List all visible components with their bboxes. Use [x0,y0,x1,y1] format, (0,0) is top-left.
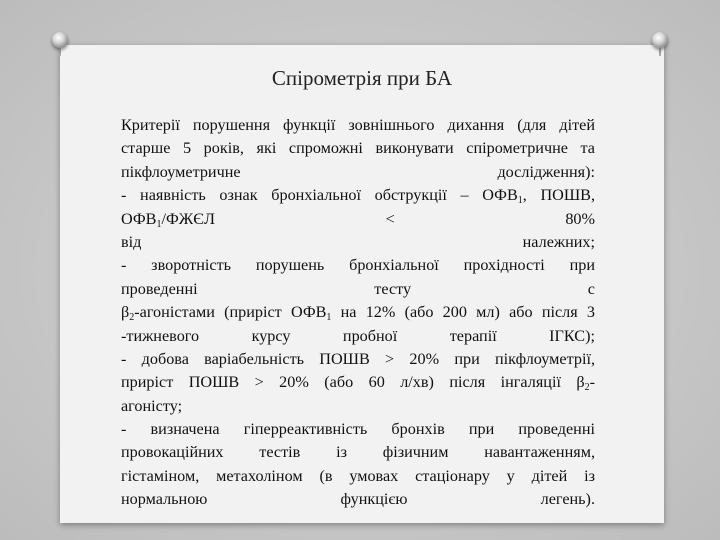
text-line: від належних; [121,232,595,251]
text-line: старше 5 років, які спроможні виконувати спірометричне та [121,139,595,158]
text-line: $ОФВ_1$/ФЖЄЛ < 80% [121,209,595,230]
text-line: приріст ПОШВ > 20% (або 60 л/хв) після інгаляції $\beta_2-$ [121,373,595,394]
text-line: пікфлоуметричне дослідження): [121,162,595,181]
text-line: провокаційних тестів із фізичним навантаженням, [121,443,595,462]
text-line: - визначена гіперреактивність бронхів при проведенні [121,420,595,439]
text-line: - зворотність порушень бронхіальної прохідності при [121,256,595,275]
text-line: - добова варіабельність ПОШВ > 20% при пікфлоуметрії, [121,349,595,368]
text-line: нормальною функцією легень). [121,490,595,509]
text-line: - наявність ознак бронхіальної обструкції – $ОФВ_1$, ПОШВ, [121,186,595,207]
slide-title: Спірометрія при БА [271,66,453,90]
text-line: Критерії порушення функції зовнішнього дихання (для дітей [121,116,595,134]
text-line: $\beta_2$-агоністами (приріст $ОФВ_1$ на 12% (або 200 мл) або після 3 [121,303,595,324]
slide-body-text [121,114,595,512]
text-line: гістаміном, метахоліном (в умовах стаціонару у дітей із [121,466,595,485]
text-line: агоністу; [121,396,183,415]
pushpin-icon [652,32,668,48]
text-line: -тижневого курсу пробної терапії ІГКС); [121,326,595,345]
text-line: проведенні тесту с [121,279,595,298]
pushpin-icon [52,32,68,48]
